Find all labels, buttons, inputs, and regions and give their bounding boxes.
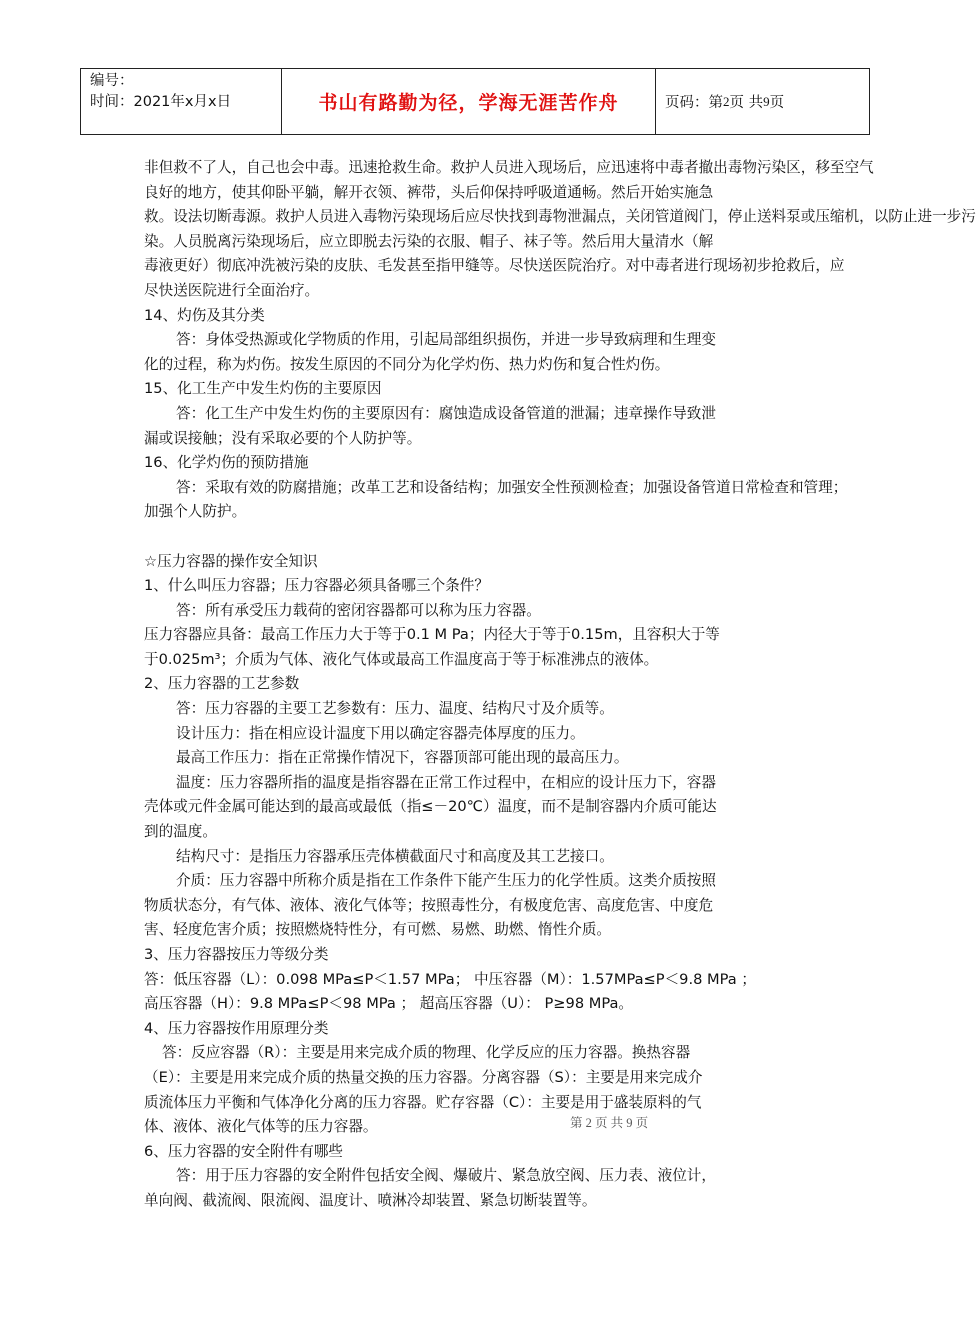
body-line: 非但救不了人，自己也会中毒。迅速抢救生命。救护人员进入现场后，应迅速将中毒者撤出毒物污染区，移至空气 <box>144 159 874 176</box>
body-line: 答：反应容器（R）：主要是用来完成介质的物理、化学反应的压力容器。换热容器 <box>162 1044 691 1062</box>
body-line: 物质状态分，有气体、液体、液化气体等；按照毒性分，有极度危害、高度危害、中度危 <box>144 896 714 914</box>
body-line: 最高工作压力：指在正常操作情况下，容器顶部可能出现的最高压力。 <box>176 749 629 767</box>
header-motto: 书山有路勤为径，学海无涯苦作舟 <box>282 69 656 134</box>
document-body <box>144 156 976 1214</box>
page-current: 2 <box>723 93 730 109</box>
body-line: 染。人员脱离污染现场后，应立即脱去污染的衣服、帽子、袜子等。然后用大量清水（解 <box>144 232 714 250</box>
page-prefix: 页码：第 <box>665 95 723 111</box>
body-line: 答：用于压力容器的安全附件包括安全阀、爆破片、紧急放空阀、压力表、液位计， <box>176 1167 716 1185</box>
body-line: 毒液更好）彻底冲洗被污染的皮肤、毛发甚至指甲缝等。尽快送医院治疗。对中毒者进行现场初步抢救后，应 <box>144 257 845 275</box>
body-line: 答：所有承受压力载荷的密闭容器都可以称为压力容器。 <box>176 601 541 619</box>
body-line: 答：低压容器（L）：0.098 MPa≤P＜1.57 MPa； 中压容器（M）：1.57MPa≤P＜9.8 MPa ； <box>144 970 756 988</box>
body-line: 加强个人防护。 <box>144 503 247 521</box>
page-total: 9 <box>763 93 770 109</box>
body-line: 3、压力容器按压力等级分类 <box>144 946 329 963</box>
header-page-number <box>656 69 869 134</box>
body-line: 介质：压力容器中所称介质是指在工作条件下能产生压力的化学性质。这类介质按照 <box>176 872 716 890</box>
body-line: 答：采取有效的防腐措施；改革工艺和设备结构；加强安全性预测检查；加强设备管道日常检查和管理； <box>176 478 848 496</box>
number-label: 编号： <box>90 73 134 89</box>
body-line: 到的温度。 <box>144 823 217 841</box>
body-line: 结构尺寸：是指压力容器承压壳体横截面尺寸和高度及其工艺接口。 <box>176 847 614 865</box>
body-line: 单向阀、截流阀、限流阀、温度计、喷淋冷却装置、紧急切断装置等。 <box>144 1191 597 1209</box>
body-line: 答：压力容器的主要工艺参数有：压力、温度、结构尺寸及介质等。 <box>176 700 614 718</box>
body-line: 尽快送医院进行全面治疗。 <box>144 281 320 299</box>
body-line: 漏或误接触；没有采取必要的个人防护等。 <box>144 429 422 447</box>
header-info-cell <box>81 69 282 134</box>
body-line: 6、压力容器的安全附件有哪些 <box>144 1142 344 1160</box>
body-line: 答：身体受热源或化学物质的作用，引起局部组织损伤，并进一步导致病理和生理变 <box>176 331 716 349</box>
body-line: 1、什么叫压力容器；压力容器必须具备哪三个条件？ <box>144 577 489 595</box>
body-line: 壳体或元件金属可能达到的最高或最低（指≤－20℃）温度，而不是制容器内介质可能达 <box>144 798 717 816</box>
date-label: 时间：2021年x月x日 <box>90 94 232 110</box>
body-line: 15、化工生产中发生灼伤的主要原因 <box>144 380 382 398</box>
body-line: 2、压力容器的工艺参数 <box>144 675 300 693</box>
body-line: （E）：主要是用来完成介质的热量交换的压力容器。分离容器（S）：主要是用来完成介 <box>144 1068 703 1086</box>
body-line: 压力容器应具备：最高工作压力大于等于0.1 M Pa；内径大于等于0.15m，且容积大于等 <box>144 626 720 644</box>
body-line: 设计压力：指在相应设计温度下用以确定容器壳体厚度的压力。 <box>176 724 585 742</box>
body-line: 14、灼伤及其分类 <box>144 306 265 324</box>
page-middle: 页 共 <box>729 95 764 111</box>
body-line: 16、化学灼伤的预防措施 <box>144 454 309 472</box>
body-line: 温度：压力容器所指的温度是指容器在正常工作过程中，在相应的设计压力下，容器 <box>176 773 716 791</box>
body-line: 良好的地方，使其仰卧平躺，解开衣领、裤带，头后仰保持呼吸道通畅。然后开始实施急 <box>144 183 714 201</box>
body-line: 害、轻度危害介质；按照燃烧特性分，有可燃、易燃、助燃、惰性介质。 <box>144 921 612 939</box>
page-suffix: 页 <box>769 95 785 111</box>
body-line: 于0.025m³；介质为气体、液化气体或最高工作温度高于等于标准沸点的液体。 <box>144 650 659 668</box>
body-line: 高压容器（H）：9.8 MPa≤P＜98 MPa ； 超高压容器（U）： P≥98 MPa。 <box>144 995 634 1013</box>
document-header <box>80 68 870 135</box>
body-line: ☆压力容器的操作安全知识 <box>144 552 318 570</box>
body-line: 4、压力容器按作用原理分类 <box>144 1019 329 1037</box>
body-line: 答：化工生产中发生灼伤的主要原因有：腐蚀造成设备管道的泄漏；违章操作导致泄 <box>176 404 716 422</box>
body-line: 化的过程，称为灼伤。按发生原因的不同分为化学灼伤、热力灼伤和复合性灼伤。 <box>144 355 670 373</box>
body-line: 体、液体、液化气体等的压力容器。 <box>144 1118 378 1136</box>
blank-line <box>144 525 809 550</box>
body-line: 救。设法切断毒源。救护人员进入毒物污染现场后应尽快找到毒物泄漏点，关闭管道阀门，停止送料泵或压缩机，以防止进一步污 <box>144 208 976 226</box>
page-footer: 第 2 页 共 9 页 <box>570 1116 649 1130</box>
body-line: 质流体压力平衡和气体净化分离的压力容器。贮存容器（C）：主要是用于盛装原料的气 <box>144 1093 702 1111</box>
